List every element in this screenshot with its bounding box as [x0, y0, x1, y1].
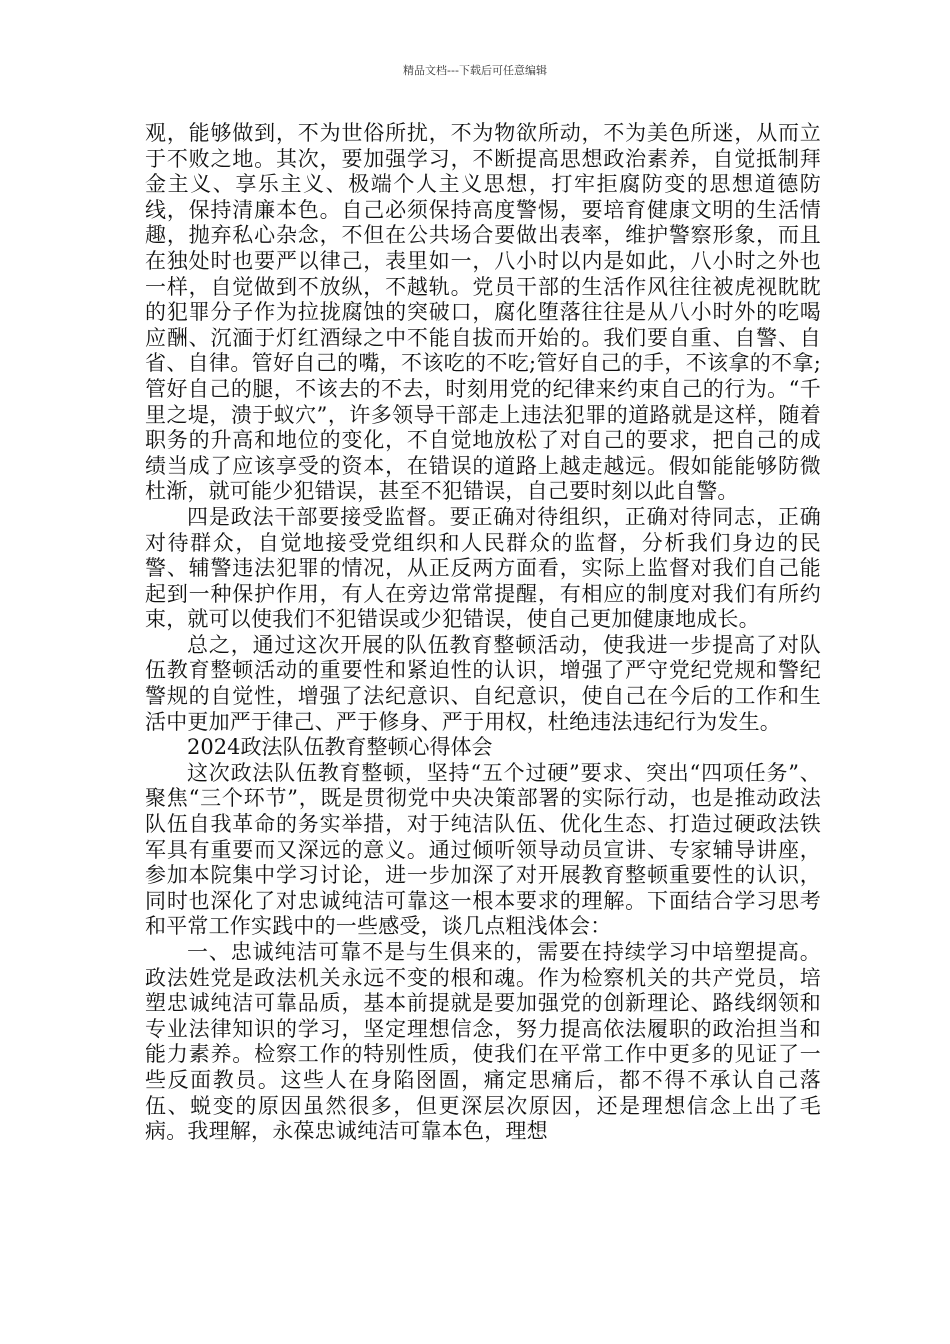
- page-header: 精品文档---下载后可任意编辑: [403, 64, 547, 77]
- paragraph-intro: 这次政法队伍教育整顿，坚持“五个过硬”要求、突出“四项任务”、聚焦“三个环节”，既是贯彻党中央决策部署的实际行动，也是推动政法队伍自我革命的务实举措，对于纯洁队伍、优化生态、打造过硬政法铁军具有重要而又深远的意义。通过倾听领导动员宣讲、专家辅导讲座，参加本院集中学习讨论，进一步加深了对开展教育整顿重要性的认识，同时也深化了对忠诚纯洁可靠这一根本要求的理解。下面结合学习思考和平常工作实践中的一些感受，谈几点粗浅体会：: [145, 760, 821, 939]
- paragraph-supervision: 四是政法干部要接受监督。要正确对待组织，正确对待同志，正确对待群众，自觉地接受党组织和人民群众的监督，分析我们身边的民警、辅警违法犯罪的情况，从正反两方面看，实际上监督对我们自己能起到一种保护作用，有人在旁边常常提醒，有相应的制度对我们有所约束，就可以使我们不犯错误或少犯错误，使自己更加健康地成长。: [145, 504, 821, 632]
- section-title: 2024政法队伍教育整顿心得体会: [187, 735, 493, 760]
- paragraph-continuation: 观，能够做到，不为世俗所扰，不为物欲所动，不为美色所迷，从而立于不败之地。其次，要加强学习，不断提高思想政治素养，自觉抵制拜金主义、享乐主义、极端个人主义思想，打牢拒腐防变的思想道德防线，保持清廉本色。自己必须保持高度警惕，要培育健康文明的生活情趣，抛弃私心杂念，不但在公共场合要做出表率，维护警察形象，而且在独处时也要严以律己，表里如一，八小时以内是如此，八小时之外也一样，自觉做到不放纵，不越轨。党员干部的生活作风往往被虎视眈眈的犯罪分子作为拉拢腐蚀的突破口，腐化堕落往往是从八小时外的吃喝应酬、沉湎于灯红酒绿之中不能自拔而开始的。我们要自重、自警、自省、自律。管好自己的嘴，不该吃的不吃;管好自己的手，不该拿的不拿;管好自己的腿，不该去的不去，时刻用党的纪律来约束自己的行为。“千里之堤，溃于蚁穴”，许多领导干部走上违法犯罪的道路就是这样，随着职务的升高和地位的变化，不自觉地放松了对自己的要求，把自己的成绩当成了应该享受的资本，在错误的道路上越走越远。假如能能够防微杜渐，就可能少犯错误，甚至不犯错误，自己要时刻以此自警。: [145, 121, 821, 504]
- document-body: [145, 121, 821, 1145]
- paragraph-point-one: 一、忠诚纯洁可靠不是与生俱来的，需要在持续学习中培塑提高。政法姓党是政法机关永远不变的根和魂。作为检察机关的共产党员，培塑忠诚纯洁可靠品质，基本前提就是要加强党的创新理论、路线纲领和专业法律知识的学习，坚定理想信念，努力提高依法履职的政治担当和能力素养。检察工作的特别性质，使我们在平常工作中更多的见证了一些反面教员。这些人在身陷囹圄，痛定思痛后，都不得不承认自己落伍、蜕变的原因虽然很多，但更深层次原因，还是理想信念上出了毛病。我理解，永葆忠诚纯洁可靠本色，理想: [145, 940, 821, 1144]
- paragraph-summary: 总之，通过这次开展的队伍教育整顿活动，使我进一步提高了对队伍教育整顿活动的重要性和紧迫性的认识，增强了严守党纪党规和警纪警规的自觉性，增强了法纪意识、自纪意识，使自己在今后的工作和生活中更加严于律己、严于修身、严于用权，杜绝违法违纪行为发生。: [145, 632, 821, 734]
